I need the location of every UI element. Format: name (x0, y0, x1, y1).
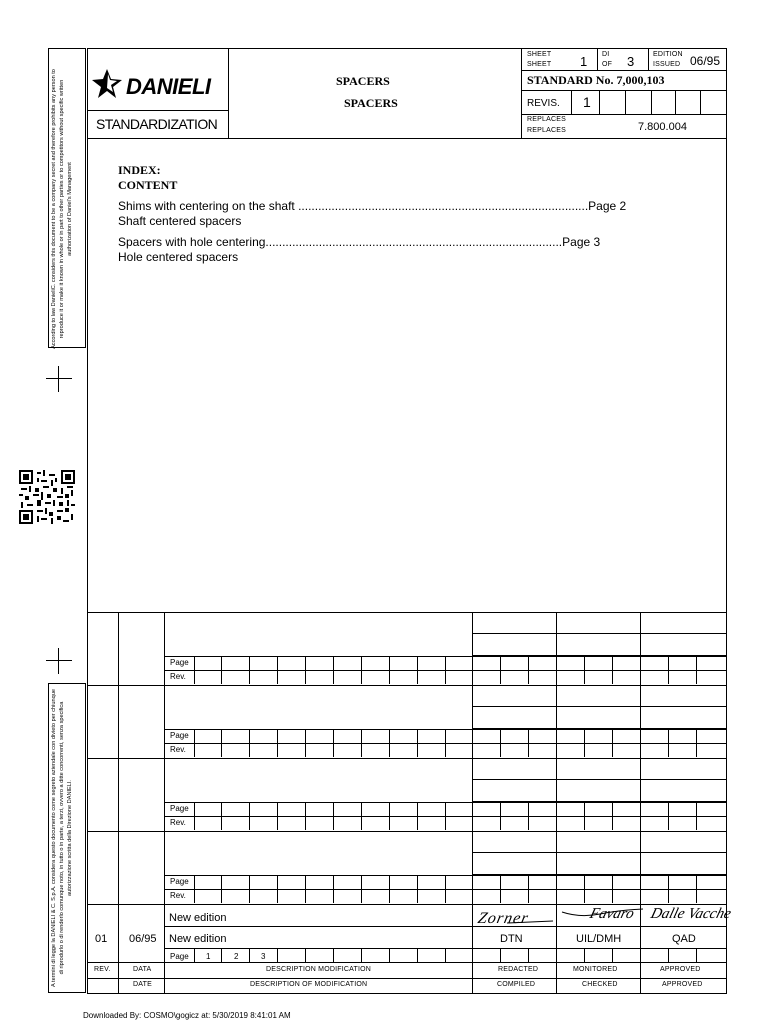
grid-line (472, 729, 473, 757)
left-note-bottom: A termini di legge la DANIELI & C. S.p.A. considera questo documento come segreto aziendale con divieto per chiunque di riprodurlo o di renderlo comunque noto, in tutto o in parte, a terzi, ovvero a ditte concorrenti, senza specifica autorizzazione scritta della Direzione DANIELI. (51, 689, 73, 987)
qr-code (19, 470, 75, 524)
grid-line (612, 802, 613, 830)
grid-line (445, 802, 446, 830)
grid-line (500, 875, 501, 903)
grid-line (556, 729, 557, 757)
grid-line (668, 656, 669, 684)
grid-line (417, 656, 418, 684)
grid-line (277, 729, 278, 757)
role-redacted: DTN (500, 933, 523, 945)
row-desc-en: New edition (169, 933, 227, 945)
page-label: Page (170, 804, 189, 813)
grid-line (556, 802, 557, 830)
index-heading-en: CONTENT (118, 178, 178, 192)
page-label: Page (170, 731, 189, 740)
sheet-label-it: SHEET (527, 51, 552, 58)
rev-label: Rev. (170, 745, 186, 754)
grid-line (500, 948, 501, 962)
grid-line (500, 656, 501, 684)
grid-line (194, 729, 195, 757)
grid-line (640, 802, 641, 830)
grid-line (333, 875, 334, 903)
grid-line (640, 875, 641, 903)
grid-line (500, 802, 501, 830)
grid-line (361, 802, 362, 830)
grid-line (556, 948, 557, 962)
grid-line (417, 729, 418, 757)
sheet-label-en: SHEET (527, 61, 552, 68)
title-italian: SPACERS (336, 74, 390, 88)
footer-rev: REV. (94, 966, 111, 973)
grid-line (528, 802, 529, 830)
grid-line (528, 875, 529, 903)
row-page-1: 1 (206, 952, 211, 961)
edition-label: EDITION (653, 51, 683, 58)
row-page-3: 3 (261, 952, 266, 961)
replaces-label-it: REPLACES (527, 116, 566, 123)
grid-line (194, 656, 195, 684)
grid-line (668, 802, 669, 830)
footer-desc-en: DESCRIPTION OF MODIFICATION (250, 981, 368, 988)
grid-line (445, 729, 446, 757)
footer-approved-it: APPROVED (660, 966, 701, 973)
index-entry-2-line-1: Spacers with hole centering.........................................................................................Page 3 (118, 235, 601, 249)
grid-line (221, 948, 222, 962)
footer-date: DATE (133, 981, 152, 988)
grid-line (696, 802, 697, 830)
grid-line (528, 729, 529, 757)
index-heading-it: INDEX: (118, 163, 161, 177)
grid-line (472, 706, 727, 707)
grid-line (417, 875, 418, 903)
standard-number: STANDARD No. 7,000,103 (527, 73, 665, 87)
grid-line (87, 612, 727, 613)
row-page-2: 2 (234, 952, 239, 961)
grid-line (194, 875, 195, 903)
footer-compiled: COMPILED (497, 981, 536, 988)
of-label-en: OF (602, 61, 613, 68)
row-desc-it: New edition (169, 912, 227, 924)
page-label: Page (170, 658, 189, 667)
grid-line (612, 729, 613, 757)
role-approved: QAD (672, 933, 696, 945)
grid-line (472, 875, 473, 903)
grid-line (389, 729, 390, 757)
grid-line (305, 802, 306, 830)
grid-line (277, 948, 278, 962)
grid-line (640, 729, 641, 757)
rev-label: Rev. (170, 818, 186, 827)
grid-line (87, 758, 727, 759)
grid-line (87, 685, 727, 686)
grid-line (472, 852, 727, 853)
grid-line (445, 875, 446, 903)
grid-line (361, 656, 362, 684)
grid-line (305, 729, 306, 757)
title-english: SPACERS (344, 96, 398, 110)
revis-label: REVIS. (527, 98, 560, 109)
grid-line (87, 962, 727, 963)
grid-line (612, 656, 613, 684)
department-label: STANDARDIZATION (96, 116, 218, 132)
footer-desc-it: DESCRIPTION MODIFICATION (266, 966, 372, 973)
grid-line (361, 729, 362, 757)
rev-label: Rev. (170, 891, 186, 900)
row-date: 06/95 (129, 933, 157, 945)
index-entry-1-line-1: Shims with centering on the shaft .......................................................................................Page 2 (118, 199, 627, 213)
footer-approved-en: APPROVED (662, 981, 703, 988)
grid-line (472, 633, 727, 634)
grid-line (472, 779, 727, 780)
grid-line (472, 948, 473, 962)
row-page-label: Page (170, 952, 189, 961)
grid-line (528, 656, 529, 684)
grid-line (305, 656, 306, 684)
grid-line (472, 656, 473, 684)
grid-line (305, 875, 306, 903)
crosshair-mark (58, 648, 59, 674)
logo-text: DANIELI (126, 74, 211, 99)
grid-line (696, 729, 697, 757)
grid-line (305, 948, 306, 962)
rev-label: Rev. (170, 672, 186, 681)
role-monitored: UIL/DMH (576, 933, 622, 945)
grid-line (221, 656, 222, 684)
grid-line (668, 729, 669, 757)
footer-monitored: MONITORED (573, 966, 618, 973)
footer-data: DATA (133, 966, 152, 973)
crosshair-mark (46, 378, 72, 379)
grid-line (584, 948, 585, 962)
revis-value: 1 (583, 94, 591, 110)
grid-line (249, 802, 250, 830)
index-entry-1-line-2: Shaft centered spacers (118, 214, 242, 228)
grid-line (584, 802, 585, 830)
grid-line (361, 948, 362, 962)
grid-line (612, 948, 613, 962)
danieli-logo-icon (91, 68, 123, 100)
sheet-value: 1 (580, 54, 588, 69)
grid-line (164, 926, 727, 927)
download-note: Downloaded By: COSMO\gogicz at: 5/30/2019 8:41:01 AM (83, 1011, 291, 1020)
grid-line (417, 948, 418, 962)
grid-line (118, 612, 119, 994)
grid-line (584, 875, 585, 903)
grid-line (221, 729, 222, 757)
replaces-label-en: REPLACES (527, 127, 566, 134)
grid-line (389, 656, 390, 684)
replaces-value: 7.800.004 (638, 121, 687, 133)
grid-line (333, 656, 334, 684)
grid-line (87, 978, 727, 979)
grid-line (333, 948, 334, 962)
grid-line (249, 656, 250, 684)
grid-line (277, 802, 278, 830)
grid-line (221, 802, 222, 830)
grid-line (333, 729, 334, 757)
issued-label: ISSUED (653, 61, 681, 68)
grid-line (640, 656, 641, 684)
edition-value: 06/95 (690, 54, 721, 68)
footer-redacted: REDACTED (498, 966, 539, 973)
grid-line (556, 875, 557, 903)
grid-line (333, 802, 334, 830)
grid-line (445, 656, 446, 684)
left-note-top: According to law DanieliC. considers this document to be a company secret and therefore prohibits any person to reproduce it or make it known in whole or in part to other parties or to competitors without specific written authorization of Daniel's Management (51, 69, 73, 349)
of-label-it: DI (602, 51, 610, 58)
grid-line (249, 948, 250, 962)
grid-line (277, 656, 278, 684)
grid-line (556, 656, 557, 684)
grid-line (249, 875, 250, 903)
grid-line (277, 875, 278, 903)
footer-checked: CHECKED (582, 981, 618, 988)
grid-line (417, 802, 418, 830)
grid-line (696, 875, 697, 903)
signature-line (560, 906, 645, 920)
grid-line (87, 904, 727, 905)
index-entry-2-line-2: Hole centered spacers (118, 250, 239, 264)
signature-line (505, 918, 555, 926)
grid-line (668, 875, 669, 903)
grid-line (584, 729, 585, 757)
grid-line (87, 831, 727, 832)
signature-monitored: Favaro (587, 906, 636, 922)
grid-line (612, 875, 613, 903)
of-value: 3 (627, 54, 635, 69)
grid-line (696, 656, 697, 684)
grid-line (194, 948, 195, 962)
grid-line (194, 802, 195, 830)
grid-line (500, 729, 501, 757)
page-label: Page (170, 877, 189, 886)
grid-line (361, 875, 362, 903)
grid-line (668, 948, 669, 962)
crosshair-mark (58, 366, 59, 392)
grid-line (528, 948, 529, 962)
crosshair-mark (46, 660, 72, 661)
signature-approved: Dalle Vacche (648, 906, 733, 922)
grid-line (389, 948, 390, 962)
signature-redacted: Zorner (476, 910, 531, 927)
grid-line (472, 802, 473, 830)
grid-line (249, 729, 250, 757)
row-rev: 01 (95, 933, 108, 945)
grid-line (640, 948, 641, 962)
grid-line (389, 875, 390, 903)
grid-line (445, 948, 446, 962)
grid-line (221, 875, 222, 903)
grid-line (584, 656, 585, 684)
grid-line (389, 802, 390, 830)
grid-line (696, 948, 697, 962)
